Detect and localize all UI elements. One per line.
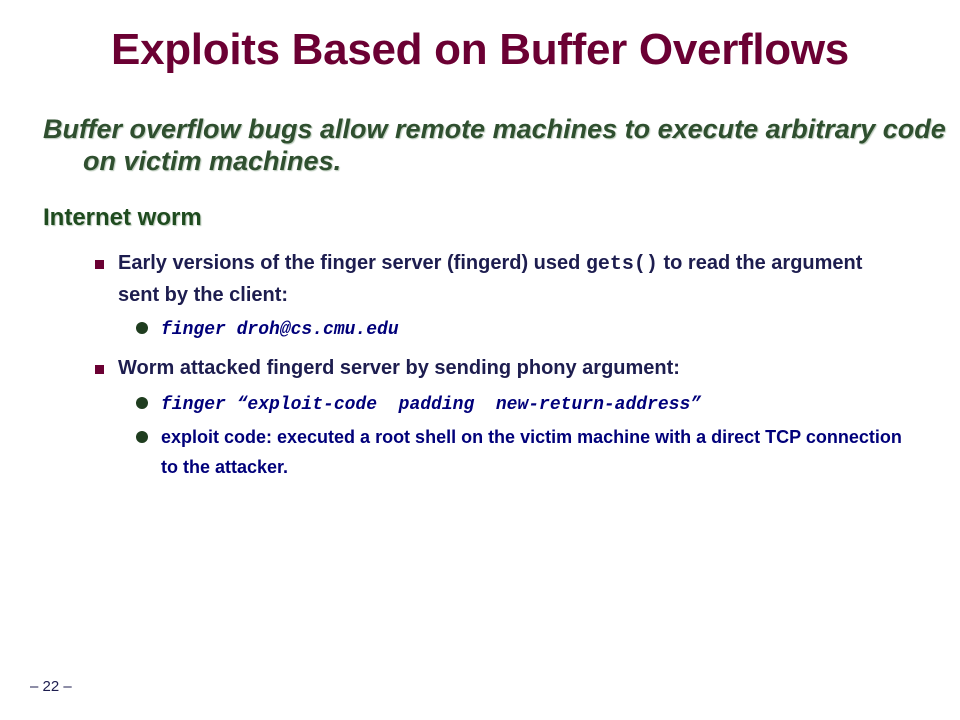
round-bullet-icon: [136, 397, 148, 409]
sub-bullet-exploit-code: [161, 422, 921, 482]
bullet-text-before: Early versions of the finger server (fingerd) used: [118, 252, 586, 274]
code-finger-command: finger droh@cs.cmu.edu: [161, 320, 399, 340]
section-heading: Internet worm: [43, 204, 202, 231]
round-bullet-icon: [136, 322, 148, 334]
intro-statement: Buffer overflow bugs allow remote machines to execute arbitrary code on victim machines.: [43, 114, 946, 176]
square-bullet-icon: [95, 365, 104, 374]
code-gets: gets(): [585, 253, 658, 276]
bullet-text-after: to read the argument sent by the client:: [118, 252, 863, 306]
code-exploit-argument: finger “exploit-code padding new-return-address”: [161, 395, 702, 415]
bullet-worm-attack: [118, 353, 908, 383]
square-bullet-icon: [95, 260, 104, 269]
round-bullet-icon: [136, 431, 148, 443]
sub-bullet-exploit-argument: [161, 388, 921, 420]
page-number: – 22 –: [30, 678, 72, 695]
bullet-fingerd-gets: [118, 248, 908, 310]
exploit-code-description: exploit code: executed a root shell on the victim machine with a direct TCP connection to the attacker.: [161, 427, 902, 477]
bullet-text: Worm attacked fingerd server by sending phony argument:: [118, 357, 680, 379]
slide-title: Exploits Based on Buffer Overflows: [111, 25, 849, 74]
sub-bullet-finger-command: [161, 313, 921, 345]
